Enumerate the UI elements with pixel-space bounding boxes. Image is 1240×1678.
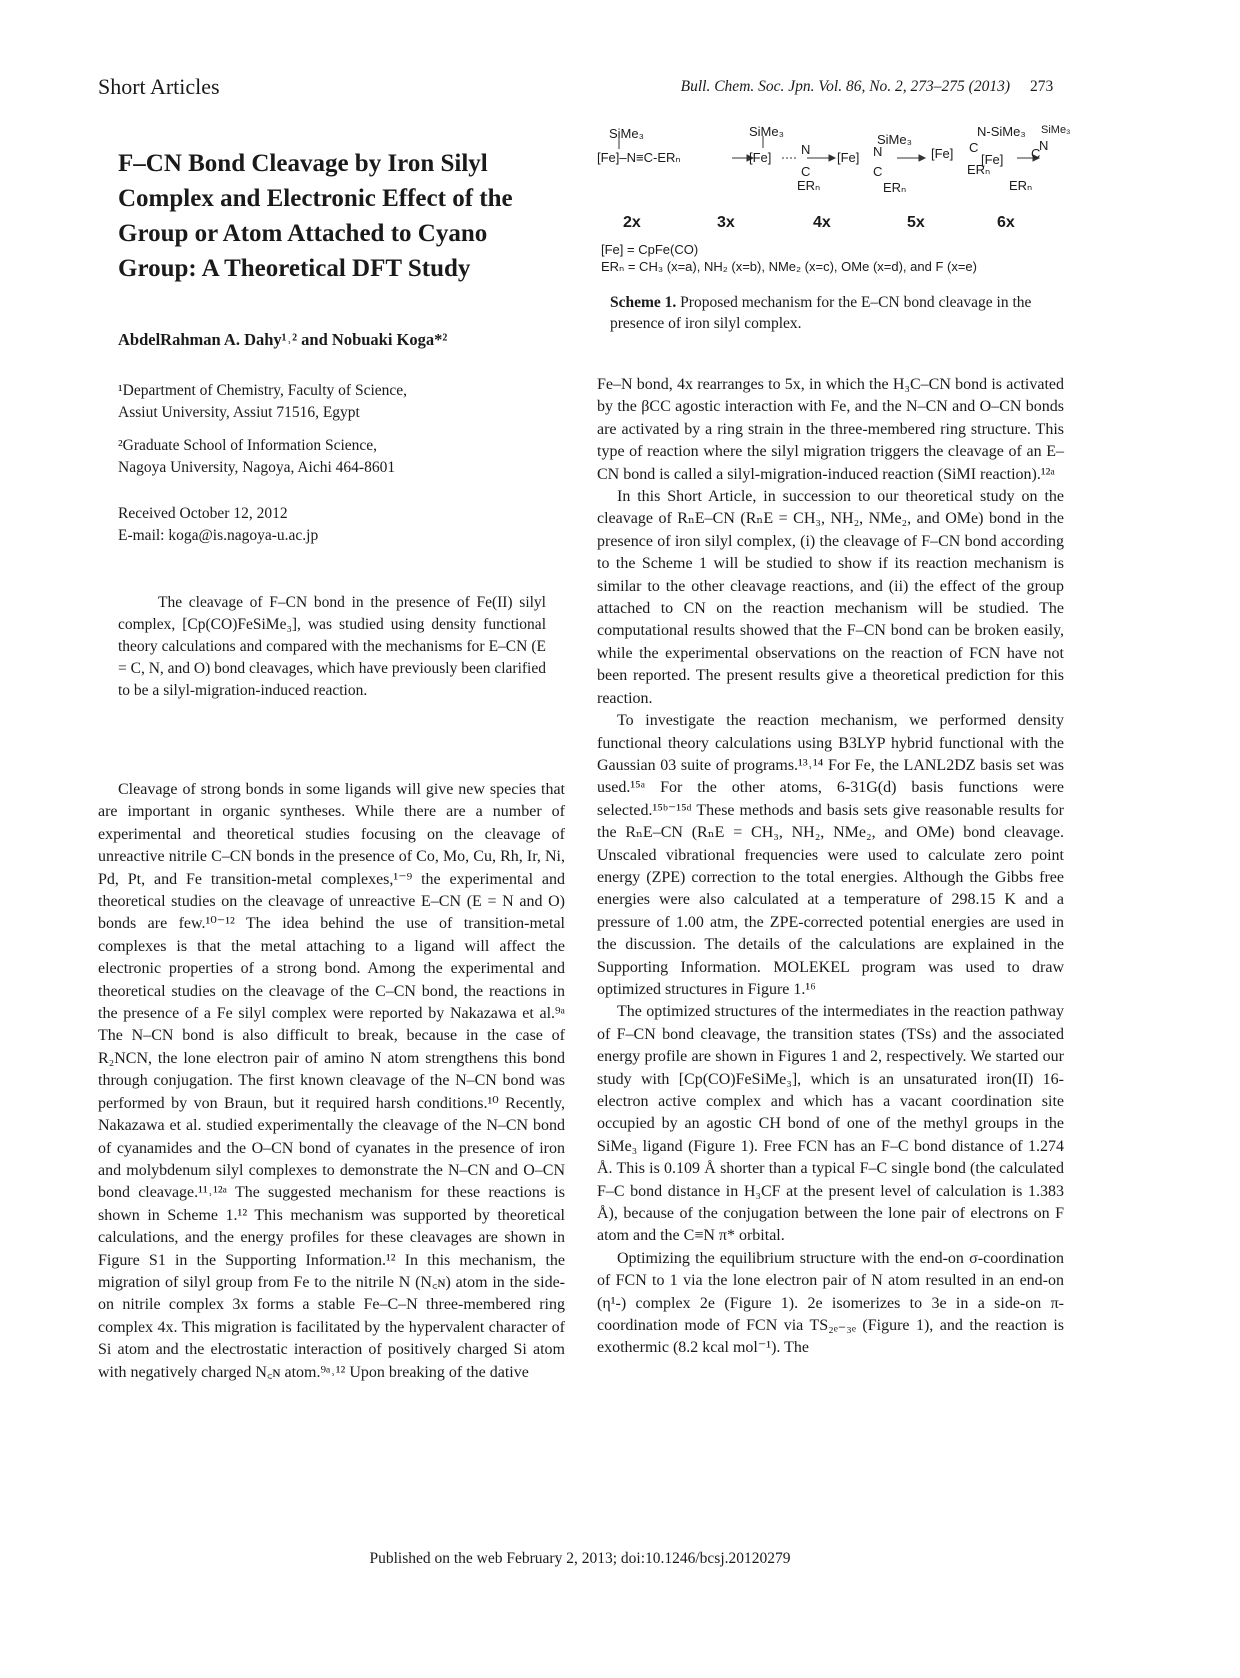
article-title: F–CN Bond Cleavage by Iron Silyl Complex and Electronic Effect of the Group or Atom Attached to Cyano Group: A Theoretical DFT Study [118,150,513,282]
scheme-5x-c: C [969,140,979,155]
scheme-3x-silyl: SiMe₃ [749,124,784,139]
received-date: Received October 12, 2012 [118,505,288,522]
affiliation-line: Assiut University, Assiut 71516, Egypt [118,404,360,421]
received-info [118,503,558,547]
scheme-2x-formula: [Fe]–N≡C-ERₙ [597,150,681,165]
body-paragraph: Cleavage of strong bonds in some ligands will give new species that are important in organic syntheses. While there are a number of experimental and theoretical studies focusing on the cleavage of unreactive nitrile C–CN bonds in the presence of Co, Mo, Cu, Rh, Ir, Ni, Pd, Pt, and Fe transition-metal complexes,¹⁻⁹ the experimental and theoretical studies on the cleavage of unreactive E–CN (E = N and O) bonds are few.¹⁰⁻¹² The idea behind the use of transition-metal complexes is that the metal attaching to a ligand will affect the electronic properties of a strong bond. Among the experimental and theoretical studies on the cleavage of the C–CN bond, the reactions in the presence of a Fe silyl complex were reported by Nakazawa et al.⁹ᵃ The N–CN bond is also difficult to break, because in the case of R₂NCN, the lone electron pair of amino N atom strengthens this bond through conjugation. The first known cleavage of the N–CN bond was performed by von Braun, but it required harsh conditions.¹⁰ Recently, Nakazawa et al. studied experimentally the cleavage of the N–CN bond of cyanamides and the O–CN bond of cyanates in the presence of iron and molybdenum silyl complexes to demonstrate the N–CN and O–CN bond cleavage.¹¹˒¹²ᵃ The suggested mechanism for these reactions is shown in Scheme 1.¹² This mechanism was supported by theoretical calculations, and the energy profiles for these cleavages are shown in Figure S1 in the Supporting Information.¹² In this mechanism, the migration of silyl group from Fe to the nitrile N (N꜀ɴ) atom in the side-on nitrile complex 3x forms a stable Fe–C–N three-membered ring complex 4x. This migration is facilitated by the hypervalent character of Si atom and the electrostatic interaction of positively charged Si atom with negatively charged N꜀ɴ atom.⁹ᵃ˒¹² Upon breaking of the dative [98,781,565,1381]
scheme-3x-er: ERₙ [797,178,821,193]
body-paragraph: To investigate the reaction mechanism, we performed density functional theory calculations using B3LYP hybrid functional with the Gaussian 03 suite of programs.¹³˒¹⁴ For Fe, the LANL2DZ basis set was used.¹⁵ᵃ For the other atoms, 6-31G(d) basis functions were selected.¹⁵ᵇ⁻¹⁵ᵈ These methods and basis sets give reasonable results for the RₙE–CN (RₙE = CH₃, NH₂, NMe₂, and OMe) bond cleavage. Unscaled vibrational frequencies were used to calculate zero point energy (ZPE) correction to the total energies. Although the Gibbs free energies were also calculated at a temperature of 298.15 K and a pressure of 1.00 atm, the ZPE-corrected potential energies are used in the discussion. The details of the calculations are explained in the Supporting Information. MOLEKEL program was used to draw optimized structures in Figure 1.¹⁶ [597,712,1064,998]
left-column [98,779,565,1384]
journal-reference: Bull. Chem. Soc. Jpn. Vol. 86, No. 2, 273–275 (2013) [680,78,1010,95]
compound-label-4x: 4x [813,214,831,231]
section-label: Short Articles [98,74,220,99]
scheme-3x-fe: [Fe] [749,150,772,165]
scheme-4x-silyl: SiMe₃ [877,132,912,147]
scheme-4x-er: ERₙ [883,180,907,195]
fe-definition: [Fe] = CpFe(CO) [601,242,699,257]
authors: AbdelRahman A. Dahy¹˒² and Nobuaki Koga*² [118,330,448,349]
affiliation-line: ¹Department of Chemistry, Faculty of Science, [118,382,408,399]
arrow-head [829,155,835,161]
scheme-arrows [597,122,1067,282]
compound-label-2x: 2x [623,214,641,231]
scheme-caption-label: Scheme 1. [610,294,677,311]
scheme-6x-er: ERₙ [1009,178,1033,193]
scheme-4x-n: N [873,144,883,159]
scheme-3x-c: C [801,164,811,179]
scheme-1 [597,122,1071,282]
affiliation-line: Nagoya University, Nagoya, Aichi 464-8601 [118,459,396,476]
email: E-mail: koga@is.nagoya-u.ac.jp [118,527,319,544]
scheme-6x-n: N [1039,138,1049,153]
scheme-3x-n: N [801,142,811,157]
arrow-head [919,155,925,161]
affiliation-2 [118,435,558,479]
scheme-5x-silyl: N-SiMe₃ [977,124,1026,139]
scheme-6x-fe: [Fe] [981,152,1004,167]
scheme-2x-silyl: SiMe₃ [609,126,644,141]
scheme-6x-c: C [1031,146,1041,161]
publication-footer: Published on the web February 2, 2013; doi:10.1246/bcsj.20120279 [369,1550,791,1567]
page-number: 273 [1030,78,1054,95]
right-column [597,374,1064,1360]
compound-label-5x: 5x [907,214,925,231]
abstract: The cleavage of F–CN bond in the presence of Fe(II) silyl complex, [Cp(CO)FeSiMe₃], was studied using density functional theory calculations and compared with the mechanisms for E–CN (E = C, N, and O) bond cleavages, which have previously been clarified to be a silyl-migration-induced reaction. [118,594,546,699]
body-paragraph: In this Short Article, in succession to our theoretical study on the cleavage of RₙE–CN (RₙE = CH₃, NH₂, NMe₂, and OMe) bond in the presence of iron silyl complex, (i) the cleavage of F–CN bond according to the Scheme 1 will be studied to show if its reaction mechanism is similar to the other cleavage reactions, and (ii) the effect of the group attached to CN on the reaction mechanism will be studied. The computational results showed that the F–CN bond can be broken easily, while the experimental observations on the reaction of FCN have not been reported. The present results give a theoretical prediction for this reaction. [597,488,1064,707]
ern-definition: ERₙ = CH₃ (x=a), NH₂ (x=b), NMe₂ (x=c), OMe (x=d), and F (x=e) [601,259,977,274]
body-paragraph: Fe–N bond, 4x rearranges to 5x, in which the H₃C–CN bond is activated by the βCC agostic interaction with Fe, and the N–CN and O–CN bonds are activated by a ring strain in the three-membered ring structure. This type of reaction where the silyl migration triggers the cleavage of an E–CN bond is called a silyl-migration-induced reaction (SiMI reaction).¹²ᵃ [597,376,1064,483]
compound-label-3x: 3x [717,214,735,231]
scheme-caption-text: Proposed mechanism for the E–CN bond cleavage in the presence of iron silyl complex. [610,294,1032,332]
scheme-4x-fe: [Fe] [837,150,860,165]
scheme-6x-silyl: SiMe₃ [1041,124,1071,136]
affiliation-1 [118,380,558,424]
scheme-4x-c: C [873,164,883,179]
affiliation-line: ²Graduate School of Information Science, [118,437,378,454]
body-paragraph: Optimizing the equilibrium structure with the end-on σ-coordination of FCN to 1 via the lone electron pair of N atom resulted in an end-on (η¹-) complex 2e (Figure 1). 2e isomerizes to 3e in a side-on π-coordination mode of FCN via TS₂ₑ₋₃ₑ (Figure 1), and the reaction is exothermic (8.2 kcal mol⁻¹). The [597,1249,1064,1357]
scheme-5x-fe: [Fe] [931,146,954,161]
compound-label-6x: 6x [997,214,1015,231]
scheme-5x-er: ERₙ [967,162,991,177]
scheme-caption [610,292,1050,334]
body-paragraph: The optimized structures of the intermediates in the reaction pathway of F–CN bond cleavage, the transition states (TSs) and the associated energy profile are shown in Figures 1 and 2, respectively. We started our study with [Cp(CO)FeSiMe₃], which is an unsaturated iron(II) 16-electron active complex and which has a vacant coordination site occupied by an agostic CH bond of one of the methyl groups in the SiMe₃ ligand (Figure 1). Free FCN has an F–C bond distance of 1.274 Å. This is 0.109 Å shorter than a typical F–C single bond (the calculated F–C bond distance in H₃CF at the present level of calculation is 1.383 Å), because of the conjugation between the lone pair of electrons on F atom and the C≡N π* orbital. [597,1003,1064,1245]
